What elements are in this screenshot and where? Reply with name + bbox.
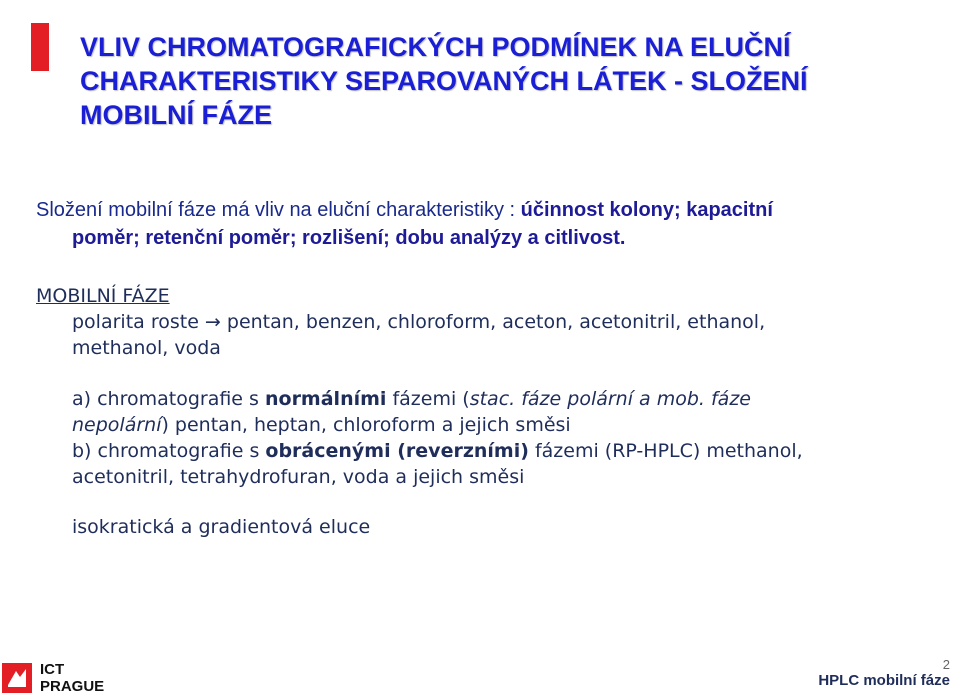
item-a-italic-2: nepolární bbox=[72, 414, 162, 436]
title-line-1: VLIV CHROMATOGRAFICKÝCH PODMÍNEK NA ELUČNÍ bbox=[80, 32, 791, 62]
polarity-line-1: polarita roste → pentan, benzen, chloroform, aceton, acetonitril, ethanol, bbox=[72, 311, 766, 333]
item-b-line-2: acetonitril, tetrahydrofuran, voda a jejich směsi bbox=[72, 466, 525, 488]
intro-paragraph bbox=[36, 196, 936, 252]
ict-logo-icon bbox=[2, 663, 32, 693]
footer-label: HPLC mobilní fáze bbox=[818, 672, 950, 689]
title-accent-bar bbox=[31, 23, 49, 71]
logo-line-1: ICT bbox=[40, 661, 65, 678]
logo-line-2: PRAGUE bbox=[40, 678, 105, 695]
title-line-2: CHARAKTERISTIKY SEPAROVANÝCH LÁTEK - SLOŽENÍ bbox=[80, 66, 808, 96]
item-a-rest: ) pentan, heptan, chloroform a jejich směsi bbox=[161, 414, 571, 436]
item-b-line-1 bbox=[36, 438, 936, 464]
ict-prague-logo bbox=[0, 658, 120, 696]
mobile-phase-section bbox=[36, 283, 936, 540]
intro-line-1 bbox=[36, 196, 936, 224]
section-heading: MOBILNÍ FÁZE bbox=[36, 285, 170, 307]
title-line-3: MOBILNÍ FÁZE bbox=[80, 100, 272, 130]
item-b-rest: fázemi (RP-HPLC) methanol, bbox=[528, 440, 803, 462]
polarity-line-2: methanol, voda bbox=[72, 337, 221, 359]
intro-text: Složení mobilní fáze má vliv na eluční charakteristiky : bbox=[36, 199, 521, 221]
elution-line: isokratická a gradientová eluce bbox=[72, 516, 371, 538]
item-a-line-1 bbox=[36, 386, 936, 412]
item-a-bold: normálními bbox=[264, 388, 387, 410]
page-number: 2 bbox=[942, 657, 950, 672]
slide-footer bbox=[818, 657, 950, 690]
item-a-prefix: a) chromatografie s bbox=[72, 388, 265, 410]
slide-title bbox=[80, 30, 940, 132]
intro-bold-1: účinnost kolony; kapacitní bbox=[520, 199, 773, 221]
item-a-line-2 bbox=[36, 412, 936, 438]
item-a-mid: fázemi ( bbox=[386, 388, 470, 410]
intro-bold-2: poměr; retenční poměr; rozlišení; dobu analýzy a citlivost. bbox=[72, 227, 626, 249]
logo-text bbox=[40, 661, 104, 695]
item-b-prefix: b) chromatografie s bbox=[72, 440, 266, 462]
item-a-italic-1: stac. fáze polární a mob. fáze bbox=[469, 388, 751, 410]
item-b-bold: obrácenými (reverzními) bbox=[265, 440, 529, 462]
